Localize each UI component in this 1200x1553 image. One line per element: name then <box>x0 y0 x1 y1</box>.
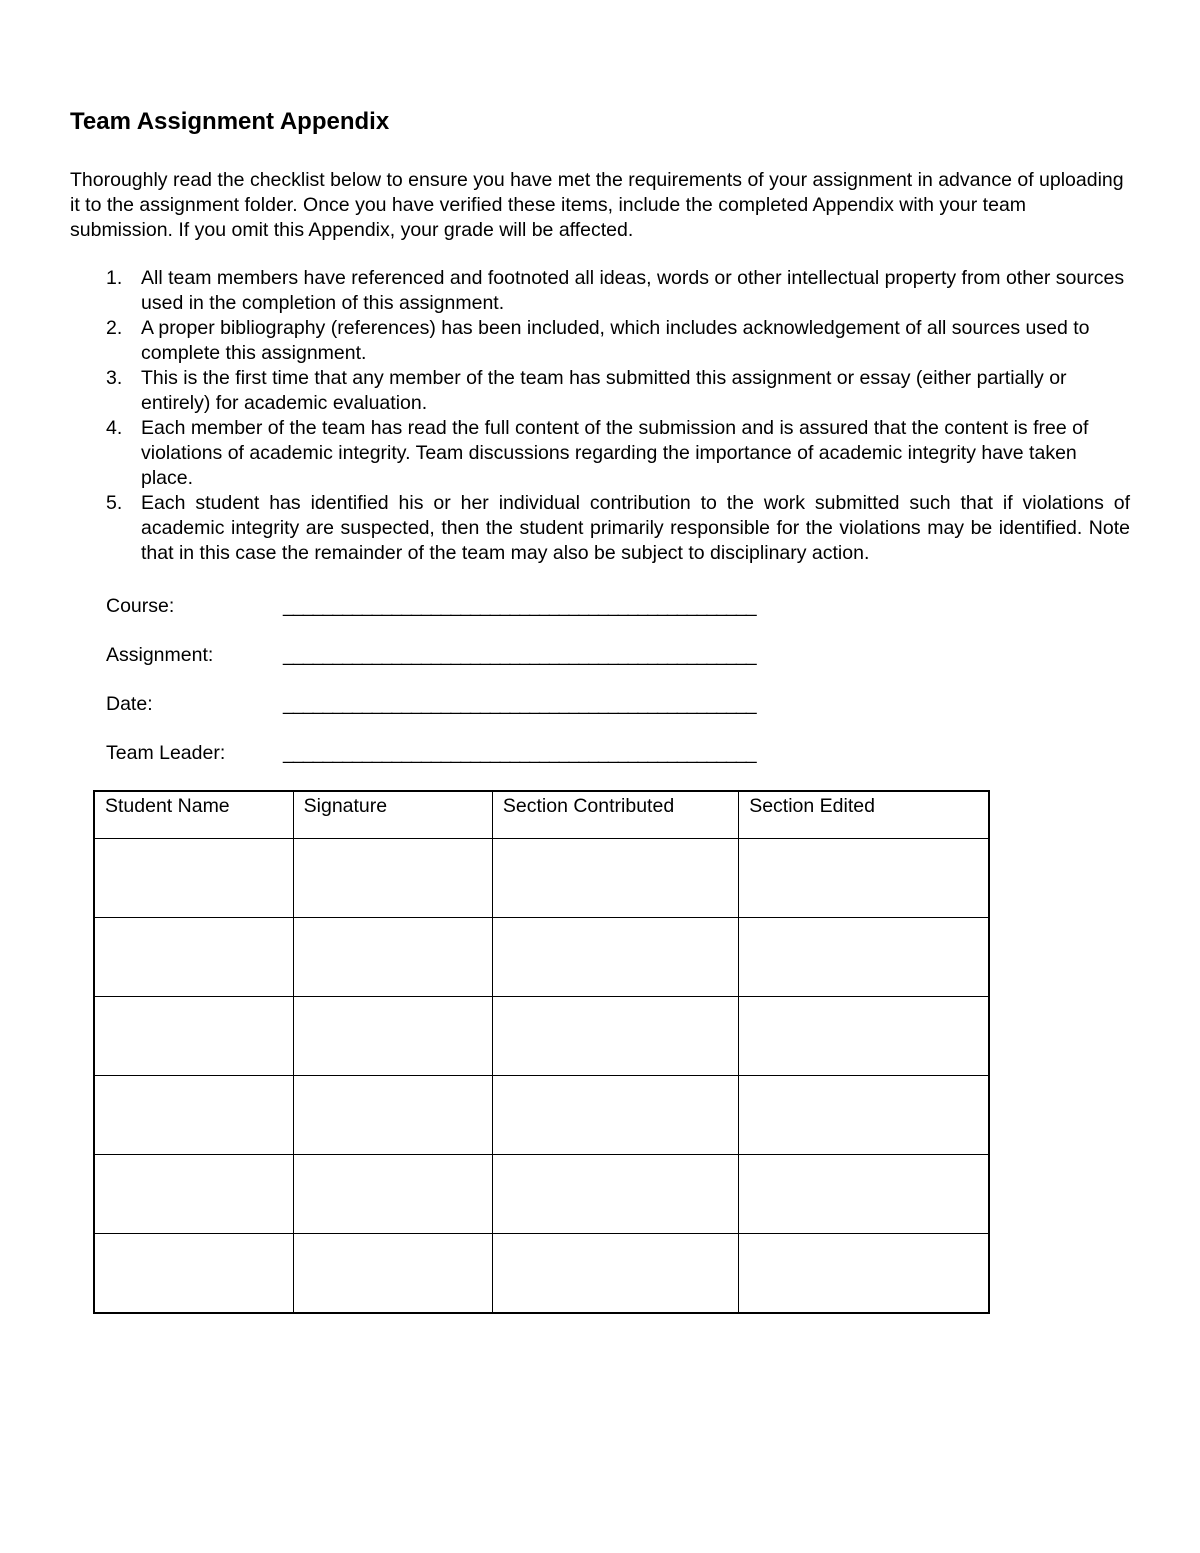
student-name-cell[interactable] <box>94 839 293 918</box>
course-label: Course: <box>106 595 175 617</box>
table-row <box>94 1076 989 1155</box>
team-contribution-table <box>93 790 990 1314</box>
section-contributed-cell[interactable] <box>492 1155 738 1234</box>
team-leader-label: Team Leader: <box>106 742 226 764</box>
signature-cell[interactable] <box>293 1076 492 1155</box>
checklist-text: Each student has identified his or her individual contribution to the work submitted such that if violations of academic integrity are suspected, then the student primarily responsible for the violations may be identified. Note that in this case the remainder of the team may also be subject to disciplinary action. <box>141 492 1130 564</box>
section-edited-cell[interactable] <box>739 918 989 997</box>
table-row <box>94 1155 989 1234</box>
header-section-edited: Section Edited <box>739 791 989 839</box>
course-field <box>106 594 926 624</box>
section-edited-cell[interactable] <box>739 1076 989 1155</box>
checklist-item <box>106 316 1130 366</box>
team-leader-field <box>106 741 926 771</box>
requirements-checklist <box>106 266 1130 566</box>
section-edited-cell[interactable] <box>739 997 989 1076</box>
header-section-contributed: Section Contributed <box>492 791 738 839</box>
section-edited-cell[interactable] <box>739 839 989 918</box>
section-contributed-cell[interactable] <box>492 1076 738 1155</box>
signature-cell[interactable] <box>293 839 492 918</box>
checklist-number: 5. <box>106 492 123 514</box>
section-edited-cell[interactable] <box>739 1155 989 1234</box>
checklist-item <box>106 266 1130 316</box>
intro-paragraph: Thoroughly read the checklist below to ensure you have met the requirements of your assignment in advance of uploading it to the assignment folder. Once you have verified these items, include the completed Appendix with your team submission. If you omit this Appendix, your grade will be affected. <box>70 169 1124 241</box>
checklist-item <box>106 416 1130 491</box>
checklist-number: 3. <box>106 367 123 389</box>
assignment-field <box>106 643 926 673</box>
section-edited-cell[interactable] <box>739 1234 989 1314</box>
checklist-text: Each member of the team has read the full content of the submission and is assured that the content is free of violations of academic integrity. Team discussions regarding the importance of academic integrity have taken place. <box>141 417 1089 489</box>
checklist-item <box>106 491 1130 566</box>
checklist-item <box>106 366 1130 416</box>
section-contributed-cell[interactable] <box>492 918 738 997</box>
header-student-name: Student Name <box>94 791 293 839</box>
table-row <box>94 918 989 997</box>
checklist-number: 1. <box>106 267 123 289</box>
team-leader-blank-line[interactable]: ________________________________________________ <box>283 742 756 764</box>
assignment-label: Assignment: <box>106 644 214 666</box>
student-name-cell[interactable] <box>94 997 293 1076</box>
signature-cell[interactable] <box>293 997 492 1076</box>
checklist-text: A proper bibliography (references) has been included, which includes acknowledgement of all sources used to complete this assignment. <box>141 317 1090 364</box>
checklist-text: All team members have referenced and footnoted all ideas, words or other intellectual property from other sources used in the completion of this assignment. <box>141 267 1125 314</box>
table-row <box>94 1234 989 1314</box>
checklist-number: 4. <box>106 417 123 439</box>
signature-cell[interactable] <box>293 1155 492 1234</box>
table-row <box>94 997 989 1076</box>
table-row <box>94 839 989 918</box>
student-name-cell[interactable] <box>94 918 293 997</box>
date-label: Date: <box>106 693 153 715</box>
student-name-cell[interactable] <box>94 1155 293 1234</box>
date-blank-line[interactable]: ________________________________________________ <box>283 693 756 715</box>
signature-cell[interactable] <box>293 918 492 997</box>
assignment-blank-line[interactable]: ________________________________________________ <box>283 644 756 666</box>
signature-cell[interactable] <box>293 1234 492 1314</box>
checklist-number: 2. <box>106 317 123 339</box>
table-header-row <box>94 791 989 839</box>
course-blank-line[interactable]: ________________________________________________ <box>283 595 756 617</box>
checklist-text: This is the first time that any member of the team has submitted this assignment or essay (either partially or entirely) for academic evaluation. <box>141 367 1067 414</box>
page-title: Team Assignment Appendix <box>70 108 390 135</box>
student-name-cell[interactable] <box>94 1234 293 1314</box>
date-field <box>106 692 926 722</box>
section-contributed-cell[interactable] <box>492 839 738 918</box>
section-contributed-cell[interactable] <box>492 997 738 1076</box>
header-signature: Signature <box>293 791 492 839</box>
student-name-cell[interactable] <box>94 1076 293 1155</box>
section-contributed-cell[interactable] <box>492 1234 738 1314</box>
